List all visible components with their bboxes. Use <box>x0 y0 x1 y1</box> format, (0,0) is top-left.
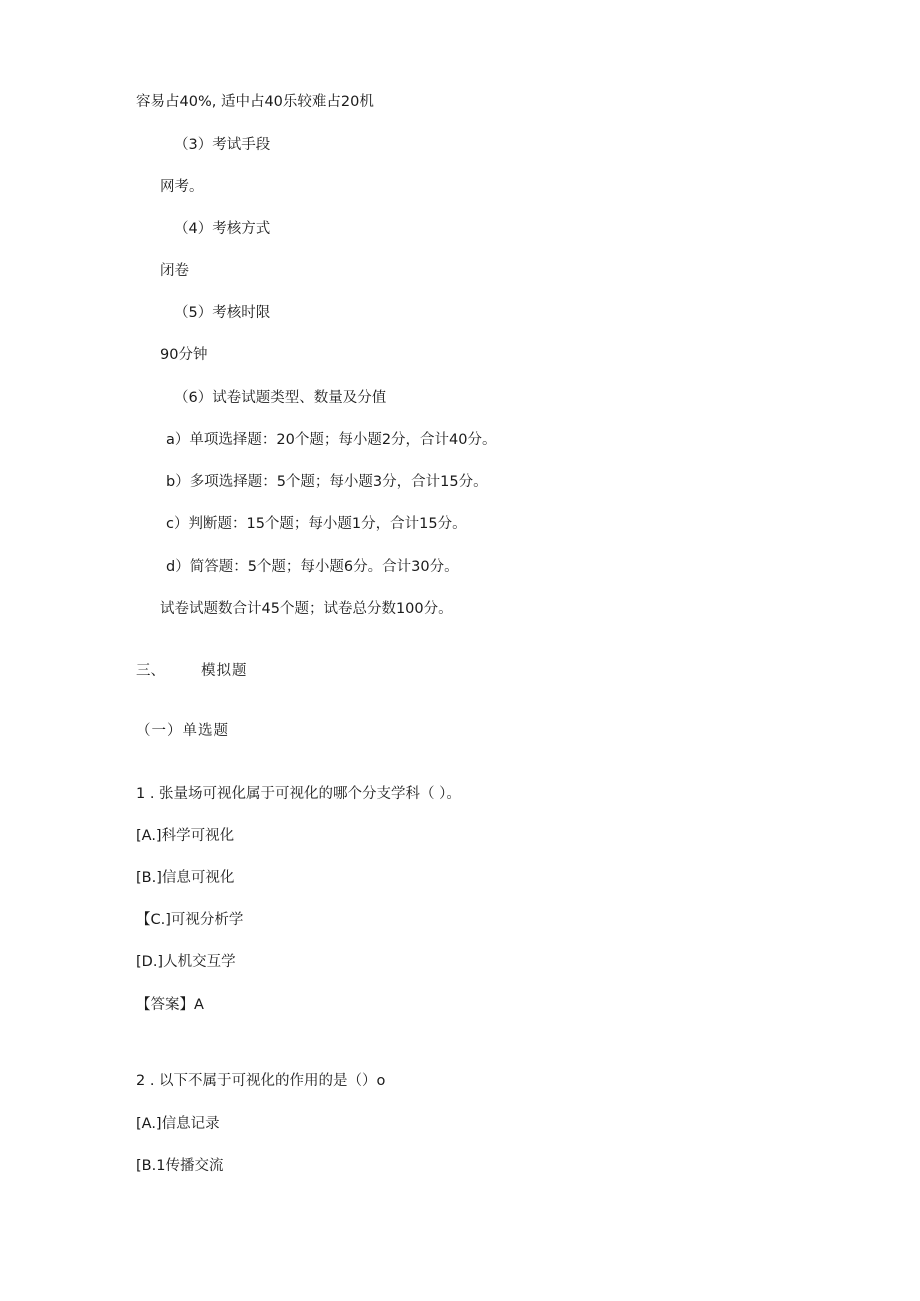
question-2-option-b: [B.1传播交流 <box>136 1158 224 1174</box>
question-2: 2 . 以下不属于可视化的作用的是（）o <box>136 1073 386 1089</box>
exam-total: 试卷试题数合计45个题；试卷总分数100分。 <box>160 601 453 617</box>
question-2-option-a: [A.]信息记录 <box>136 1116 220 1132</box>
section-three-title: 模拟题 <box>201 663 248 679</box>
question-1: 1 . 张量场可视化属于可视化的哪个分支学科（ ）。 <box>136 786 461 802</box>
exam-format-text: 闭卷 <box>160 263 189 279</box>
section-three-number: 三、 <box>136 663 165 679</box>
question-type-c: c）判断题：15个题；每小题1分，合计15分。 <box>166 516 467 532</box>
exam-means-text: 网考。 <box>160 179 204 195</box>
question-1-option-a: [A.]科学可视化 <box>136 828 235 844</box>
question-type-d: d）简答题：5个题；每小题6分。合计30分。 <box>166 559 459 575</box>
heading-exam-time: （5）考核时限 <box>174 305 271 321</box>
heading-exam-means: （3）考试手段 <box>174 137 271 153</box>
exam-time-text: 90分钟 <box>160 347 208 363</box>
question-1-option-b: [B.]信息可视化 <box>136 870 235 886</box>
question-1-answer: 【答案】A <box>136 997 204 1013</box>
question-1-option-c: 【C.]可视分析学 <box>136 912 244 928</box>
question-type-a: a）单项选择题：20个题；每小题2分，合计40分。 <box>166 432 497 448</box>
heading-question-types: （6）试卷试题类型、数量及分值 <box>174 390 387 406</box>
heading-exam-format: （4）考核方式 <box>174 221 271 237</box>
subsection-single-choice: （一）单选题 <box>136 723 229 739</box>
difficulty-ratio: 容易占40%, 适中占40乐较难占20机 <box>136 94 374 110</box>
question-type-b: b）多项选择题：5个题；每小题3分，合计15分。 <box>166 474 488 490</box>
question-1-option-d: [D.]人机交互学 <box>136 954 236 970</box>
